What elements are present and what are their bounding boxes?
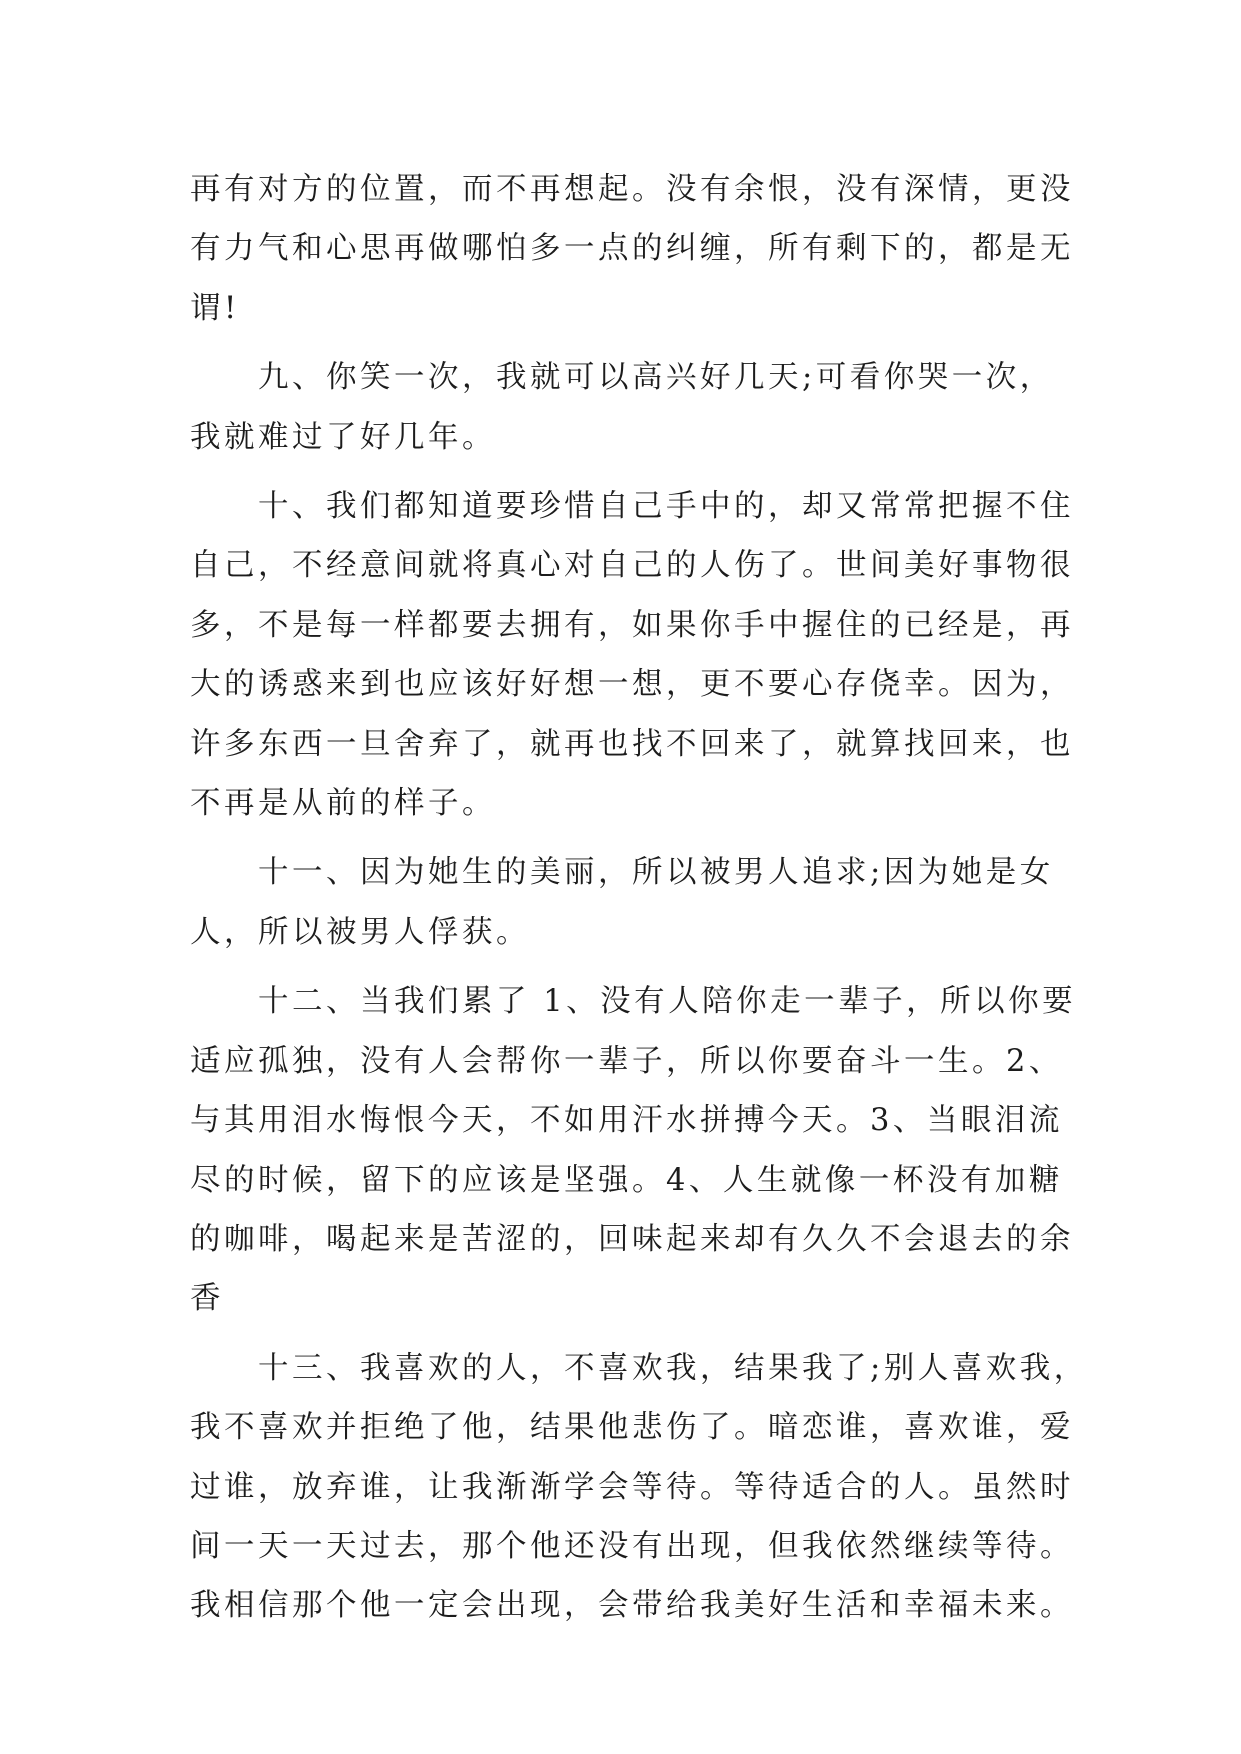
- paragraph-gap: [190, 833, 1070, 843]
- text-line: 过谁，放弃谁，让我渐渐学会等待。等待适合的人。虽然时: [190, 1469, 1074, 1505]
- text-line: 适应孤独，没有人会帮你一辈子，所以你要奋斗一生。2、: [190, 1043, 1063, 1079]
- text-line: 十二、当我们累了 1、没有人陪你走一辈子，所以你要: [258, 984, 1077, 1020]
- paragraph-8-continuation: [190, 160, 1074, 338]
- text-line: 九、你笑一次，我就可以高兴好几天;可看你哭一次，: [258, 360, 1054, 396]
- text-line: 十一、因为她生的美丽，所以被男人追求;因为她是女: [258, 855, 1054, 891]
- paragraph-gap: [190, 467, 1070, 477]
- paragraph-gap: [190, 338, 1070, 348]
- text-line: 与其用泪水悔恨今天，不如用汗水拼搏今天。3、当眼泪流: [190, 1103, 1063, 1139]
- text-line: 多，不是每一样都要去拥有，如果你手中握住的已经是，再: [190, 607, 1074, 643]
- text-line: 香: [190, 1281, 224, 1317]
- paragraph-12: [190, 972, 1077, 1328]
- text-line: 间一天一天过去，那个他还没有出现，但我依然继续等待。: [190, 1528, 1074, 1564]
- paragraph-11: [190, 843, 1070, 962]
- paragraph-10: [190, 477, 1074, 833]
- text-line: 我相信那个他一定会出现，会带给我美好生活和幸福未来。: [190, 1588, 1074, 1624]
- text-line: 大的诱惑来到也应该好好想一想，更不要心存侥幸。因为，: [190, 667, 1074, 703]
- text-line: 我就难过了好几年。: [190, 419, 496, 455]
- paragraph-gap: [190, 1329, 1070, 1339]
- paragraph-gap: [190, 962, 1070, 972]
- text-line: 十、我们都知道要珍惜自己手中的，却又常常把握不住: [258, 489, 1074, 525]
- text-line: 有力气和心思再做哪怕多一点的纠缠，所有剩下的，都是无: [190, 231, 1074, 267]
- paragraph-9: [190, 348, 1070, 467]
- document-body: [190, 160, 1088, 1636]
- text-line: 人，所以被男人俘获。: [190, 914, 530, 950]
- text-line: 谓!: [190, 290, 240, 326]
- text-line: 十三、我喜欢的人，不喜欢我，结果我了;别人喜欢我，: [258, 1350, 1088, 1386]
- text-line: 的咖啡，喝起来是苦涩的，回味起来却有久久不会退去的余: [190, 1221, 1074, 1257]
- text-line: 自己，不经意间就将真心对自己的人伤了。世间美好事物很: [190, 548, 1074, 584]
- text-line: 我不喜欢并拒绝了他，结果他悲伤了。暗恋谁，喜欢谁，爱: [190, 1410, 1074, 1446]
- paragraph-13: [190, 1339, 1088, 1636]
- text-line: 尽的时候，留下的应该是坚强。4、人生就像一杯没有加糖: [190, 1162, 1063, 1198]
- text-line: 再有对方的位置，而不再想起。没有余恨，没有深情，更没: [190, 172, 1074, 207]
- text-line: 不再是从前的样子。: [190, 786, 496, 822]
- text-line: 许多东西一旦舍弃了，就再也找不回来了，就算找回来，也: [190, 726, 1074, 762]
